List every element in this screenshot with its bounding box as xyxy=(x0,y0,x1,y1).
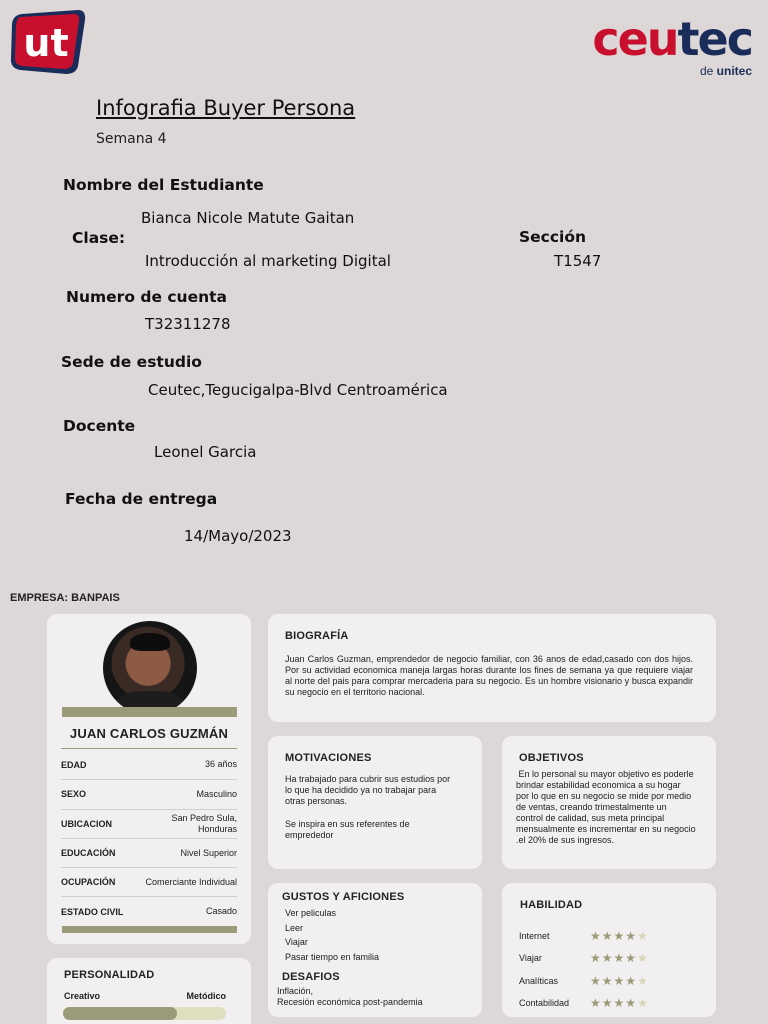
skill-row xyxy=(519,947,699,969)
star-icon: ★ xyxy=(637,996,648,1011)
biography-card xyxy=(268,614,716,722)
profile-bottom-bar xyxy=(62,926,237,933)
hobby-item: Ver peliculas xyxy=(285,908,337,918)
class-label: Clase: xyxy=(72,229,126,247)
row-value: 36 años xyxy=(204,759,237,770)
star-icon: ★ xyxy=(625,973,637,988)
profile-photo xyxy=(103,621,197,715)
name-underline xyxy=(61,748,237,749)
objectives-title: OBJETIVOS xyxy=(519,752,584,764)
section-value: T1547 xyxy=(554,252,602,270)
ceutec-logo-red: ceu xyxy=(592,12,678,66)
row-key: OCUPACIÓN xyxy=(61,877,116,888)
profile-name: JUAN CARLOS GUZMÁN xyxy=(69,726,229,741)
row-key: UBICACION xyxy=(61,818,112,829)
row-value: San Pedro Sula, Honduras xyxy=(171,812,237,834)
skills-card xyxy=(502,883,716,1017)
motivations-card xyxy=(268,736,482,869)
date-label: Fecha de entrega xyxy=(65,490,218,508)
personality-slider xyxy=(63,1007,226,1020)
account-label: Numero de cuenta xyxy=(66,288,228,306)
hobbies-card xyxy=(268,883,482,1017)
teacher-value: Leonel Garcia xyxy=(154,443,257,461)
profile-row-ocupacion xyxy=(61,867,237,896)
star-icon: ★ xyxy=(637,951,648,966)
profile-card xyxy=(47,614,251,944)
skill-rating xyxy=(590,930,648,942)
star-icon: ★ xyxy=(601,973,613,988)
teacher-label: Docente xyxy=(63,417,136,435)
skill-row xyxy=(519,925,699,947)
ceutec-logo xyxy=(556,12,752,82)
page-title: Infografia Buyer Persona xyxy=(96,96,356,120)
motivations-title: MOTIVACIONES xyxy=(285,752,372,764)
biography-text: Juan Carlos Guzman, emprendedor de negocio familiar, con 36 anos de edad,casado con dos hijos. Por su actividad economica maneja largas horas durante los fines de semana ya que requiere viajar al norte del pais para comprar mercaderia para su negocio. Es un hombre visionario y busca expandir su negocio en el territorio nacional. xyxy=(285,654,693,697)
ceutec-sub-prefix: de xyxy=(699,64,714,78)
star-icon: ★ xyxy=(590,951,601,966)
personality-slider-fill xyxy=(63,1007,177,1020)
skill-label: Contabilidad xyxy=(519,998,570,1009)
skill-row xyxy=(519,992,699,1014)
star-icon: ★ xyxy=(590,996,601,1011)
row-value: Nivel Superior xyxy=(180,847,237,858)
skill-label: Viajar xyxy=(519,953,542,964)
profile-row-educacion xyxy=(61,838,237,867)
class-value: Introducción al marketing Digital xyxy=(145,252,391,270)
week-label: Semana 4 xyxy=(96,131,167,147)
student-value: Bianca Nicole Matute Gaitan xyxy=(141,209,355,227)
profile-row-edad xyxy=(61,750,237,779)
row-key: EDUCACIÓN xyxy=(61,848,116,859)
skill-rating xyxy=(590,975,648,987)
star-icon: ★ xyxy=(625,996,637,1011)
hobbies-title: GUSTOS Y AFICIONES xyxy=(282,891,405,903)
personality-title: PERSONALIDAD xyxy=(64,969,155,981)
row-value: Casado xyxy=(205,906,237,917)
challenge-item: Inflación, xyxy=(277,986,314,996)
star-icon: ★ xyxy=(601,951,613,966)
row-key: SEXO xyxy=(61,789,87,800)
star-icon: ★ xyxy=(613,973,625,988)
profile-row-ubicacion xyxy=(61,809,237,838)
objectives-text: En lo personal su mayor objetivo es poderle brindar estabilidad economica a su hogar por lo que en su negocio se mide por medio de ventas, creando trimestalmente un control de calidad, sus meta principal mensualmente es incrementar en su negocio .el 20% de sus ingresos. xyxy=(516,769,699,845)
hobby-item: Leer xyxy=(285,923,304,933)
star-icon: ★ xyxy=(613,951,625,966)
skill-label: Internet xyxy=(519,931,550,942)
skill-rating xyxy=(590,952,648,964)
account-value: T32311278 xyxy=(145,315,231,333)
ut-logo xyxy=(8,8,86,76)
profile-attributes xyxy=(61,750,237,926)
personality-left-label: Creativo xyxy=(64,991,101,1001)
row-key: EDAD xyxy=(61,759,87,770)
star-icon: ★ xyxy=(590,929,601,944)
star-icon: ★ xyxy=(625,929,637,944)
star-icon: ★ xyxy=(637,929,648,944)
ceutec-sub-brand: unitec xyxy=(716,64,752,78)
row-value: Masculino xyxy=(196,788,237,799)
skill-rating xyxy=(590,997,648,1009)
challenge-item: Recesión económica post-pandemia xyxy=(277,997,423,1007)
row-key: ESTADO CIVIL xyxy=(61,906,124,917)
star-icon: ★ xyxy=(613,929,625,944)
date-value: 14/Mayo/2023 xyxy=(184,527,292,545)
personality-right-label: Metódico xyxy=(186,991,226,1001)
student-label: Nombre del Estudiante xyxy=(63,176,264,194)
star-icon: ★ xyxy=(637,973,648,988)
campus-value: Ceutec,Tegucigalpa-Blvd Centroamérica xyxy=(148,381,448,399)
star-icon: ★ xyxy=(613,996,625,1011)
campus-label: Sede de estudio xyxy=(61,353,202,371)
skill-label: Analíticas xyxy=(519,975,559,986)
star-icon: ★ xyxy=(601,996,613,1011)
profile-row-sexo xyxy=(61,779,237,808)
biography-title: BIOGRAFÍA xyxy=(285,630,349,642)
ceutec-logo-blue: tec xyxy=(677,12,752,66)
star-icon: ★ xyxy=(601,929,613,944)
skills-list xyxy=(519,925,699,1014)
company-label: EMPRESA: BANPAIS xyxy=(10,592,120,604)
ut-logo-text: ut xyxy=(23,21,69,65)
challenges-title: DESAFIOS xyxy=(282,971,340,983)
personality-card xyxy=(47,958,251,1024)
star-icon: ★ xyxy=(625,951,637,966)
skills-title: HABILIDAD xyxy=(520,899,583,911)
row-value: Comerciante Individual xyxy=(145,876,237,887)
skill-row xyxy=(519,970,699,992)
hobby-item: Pasar tiempo en familia xyxy=(285,952,380,962)
profile-divider-bar xyxy=(62,707,237,717)
motivations-text-1: Ha trabajado para cubrir sus estudios por lo que ha decidido ya no trabajar para otras personas. xyxy=(285,774,451,806)
section-label: Sección xyxy=(519,228,587,246)
motivations-text-2: Se inspira en sus referentes de emprededor xyxy=(285,819,410,840)
profile-row-estado-civil xyxy=(61,896,237,925)
objectives-card xyxy=(502,736,716,869)
hobby-item: Viajar xyxy=(285,937,308,947)
star-icon: ★ xyxy=(590,973,601,988)
